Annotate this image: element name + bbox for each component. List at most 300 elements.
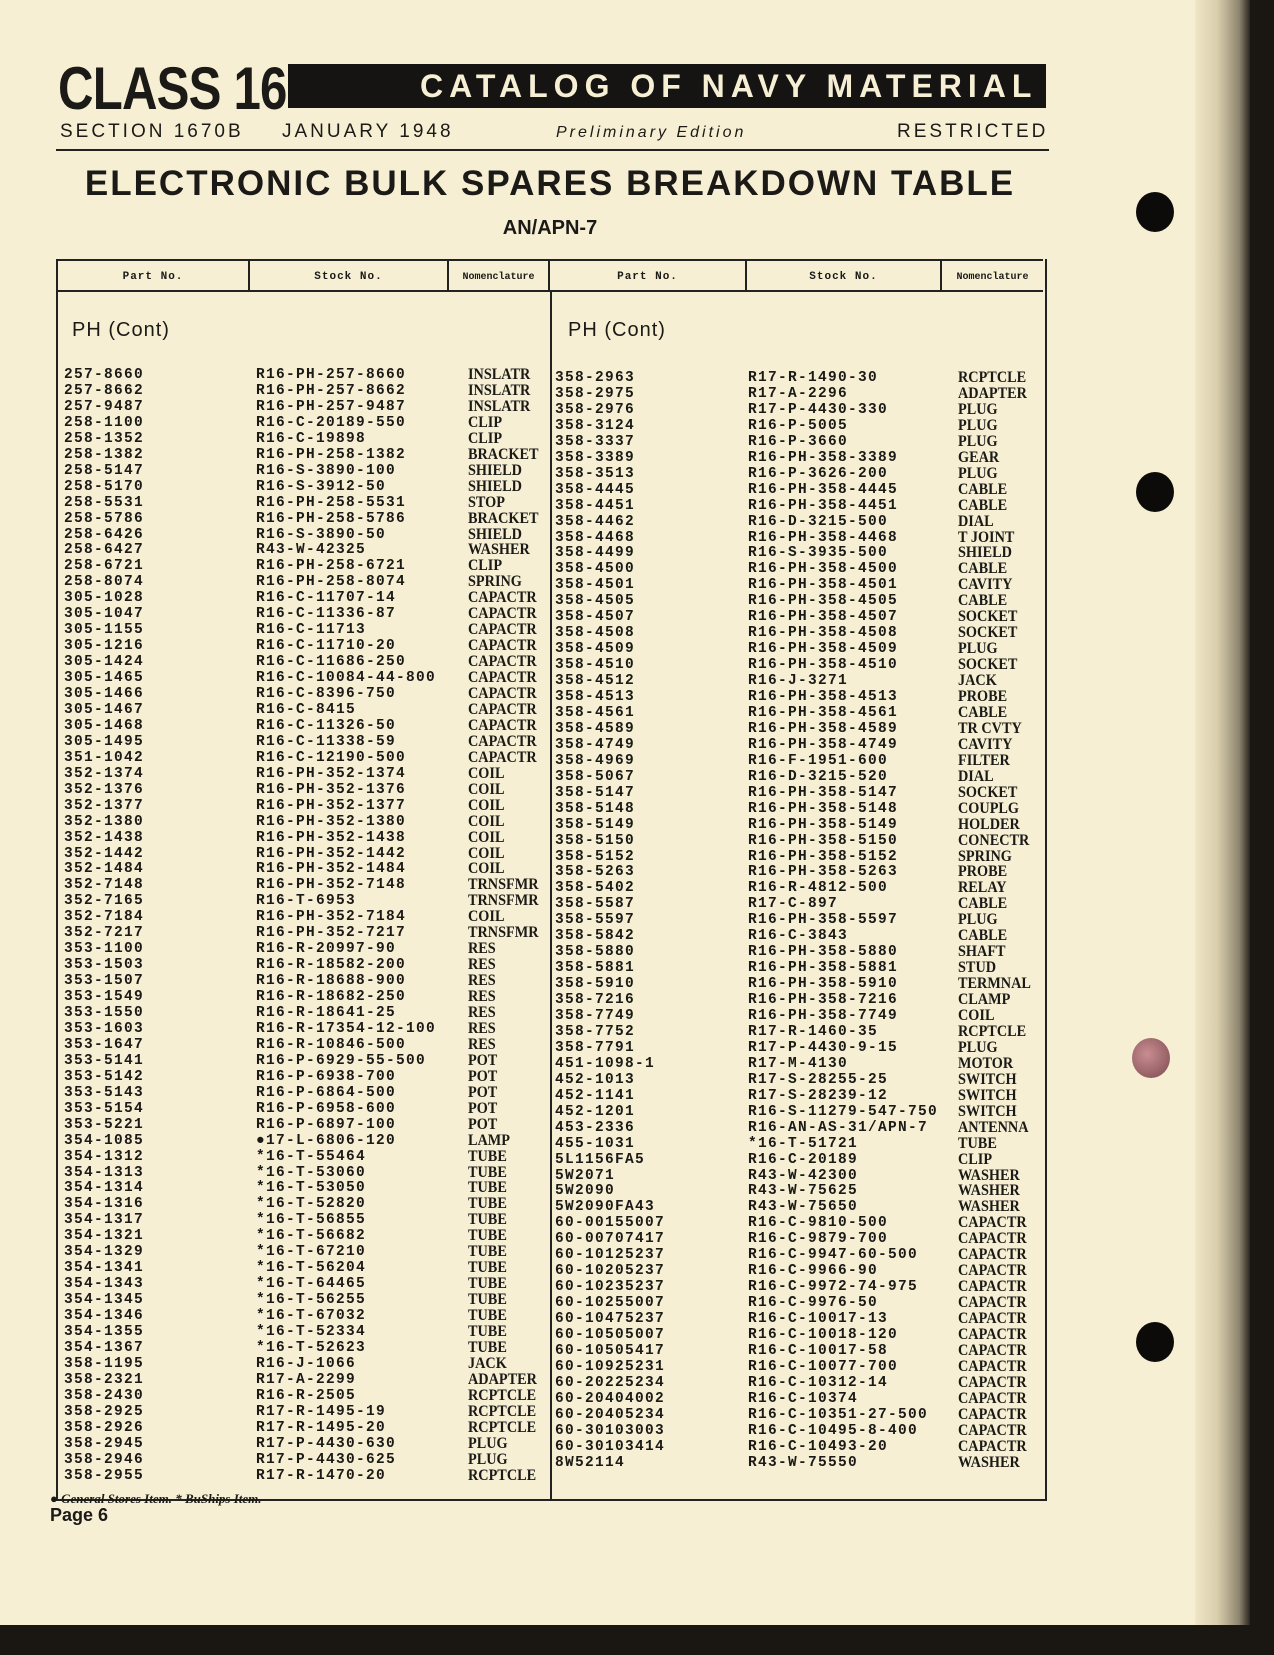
nomenclature: CAPACTR [958,1262,1027,1280]
stock-number: R16-C-19898 [256,430,367,447]
part-number: 352-1374 [64,765,145,782]
edition-label: Preliminary Edition [556,124,747,141]
binder-hole [1136,472,1174,512]
part-number: 358-4969 [555,752,636,769]
nomenclature: T JOINT [958,528,1015,546]
date-label: JANUARY 1948 [282,121,454,142]
part-number: 353-1603 [64,1020,145,1037]
stock-number: R17-A-2296 [748,385,849,402]
stock-number: R16-C-10018-120 [748,1327,899,1343]
part-number: 60-10925231 [555,1358,666,1375]
stock-number: R16-PH-258-6721 [256,558,407,575]
stock-number: R16-C-9879-700 [748,1231,889,1248]
part-number: 358-2925 [64,1403,145,1420]
stock-number: R16-PH-358-4468 [748,529,899,546]
part-number: 358-4451 [555,497,636,514]
nomenclature: COIL [468,812,505,830]
nomenclature: COIL [468,860,505,878]
part-number: 358-3337 [555,433,636,450]
nomenclature: TUBE [468,1323,507,1340]
stock-number: R16-PH-358-5149 [748,816,899,833]
part-number: 353-1550 [64,1005,145,1021]
nomenclature: ADAPTER [958,384,1027,402]
nomenclature: CABLE [958,895,1008,913]
nomenclature: PROBE [958,863,1008,881]
part-number: 358-7216 [555,992,636,1009]
nomenclature: COIL [468,780,505,798]
nomenclature: CLIP [468,413,503,431]
part-number: 358-5402 [555,880,636,897]
nomenclature: TUBE [468,1163,507,1181]
stock-number: *16-T-53050 [256,1180,367,1197]
part-number: 358-3389 [555,449,636,466]
stock-number: R17-S-28239-12 [748,1087,889,1104]
stock-number: R16-J-3271 [748,673,849,690]
stock-number: R17-P-4430-9-15 [748,1039,899,1056]
part-number: 258-5147 [64,462,145,479]
part-number: 352-1442 [64,845,145,862]
part-number: 258-8074 [64,574,145,591]
col-header-nom-left: Nomenclature [449,259,550,292]
part-number: 60-00707417 [555,1231,666,1248]
stock-number: R17-R-1490-30 [748,370,879,386]
part-number: 352-7217 [64,925,145,942]
stock-number: R16-PH-358-7749 [748,1008,899,1024]
part-number: 354-1367 [64,1339,145,1356]
part-number: 358-2946 [64,1451,145,1468]
nomenclature: TUBE [468,1275,507,1293]
part-number: 305-1467 [64,701,145,718]
stock-number: *16-T-52623 [256,1339,367,1356]
part-number: 354-1312 [64,1148,145,1165]
nomenclature: WASHER [958,1166,1020,1184]
nomenclature: CAPACTR [958,1341,1027,1359]
nomenclature: TUBE [958,1134,997,1152]
stock-number: R16-T-6953 [256,893,357,910]
part-number: 258-5531 [64,494,145,511]
part-number: 351-1042 [64,749,145,766]
nomenclature: CAPACTR [958,1246,1027,1264]
nomenclature: PLUG [958,1038,998,1056]
part-number: 358-4749 [555,736,636,753]
stock-number: R16-C-8415 [256,701,357,718]
part-number: 353-5143 [64,1084,145,1101]
stock-number: R16-C-10312-14 [748,1374,889,1391]
nomenclature: PLUG [958,400,998,418]
nomenclature: SHAFT [958,943,1006,961]
stock-number: R16-C-10351-27-500 [748,1406,929,1423]
stock-number: *16-T-67032 [256,1308,367,1325]
stock-number: R16-PH-358-5910 [748,976,899,993]
stock-number: R16-PH-358-4505 [748,593,899,610]
part-number: 352-7148 [64,877,145,894]
part-number: 358-4462 [555,513,636,530]
part-number: 353-1549 [64,989,145,1006]
part-number: 354-1345 [64,1292,145,1309]
nomenclature: PLUG [958,640,998,658]
nomenclature: POT [468,1099,498,1117]
stock-number: R43-W-75550 [748,1454,859,1471]
model-label: AN/APN-7 [502,217,598,239]
part-number: 358-3124 [555,417,636,434]
nomenclature: TUBE [468,1307,507,1325]
part-number: 60-30103414 [555,1438,666,1455]
stock-number: R16-P-6938-700 [256,1068,397,1085]
stock-number: R16-C-8396-750 [256,686,397,702]
stock-number: R16-AN-AS-31/APN-7 [748,1119,929,1136]
nomenclature: GEAR [958,448,1000,466]
stock-number: R16-R-17354-12-100 [256,1020,437,1037]
part-number: 358-4505 [555,593,636,610]
part-number: 358-4507 [555,609,636,626]
part-number: 352-1484 [64,861,145,878]
part-number: 353-1503 [64,957,145,974]
binder-hole [1136,1322,1174,1362]
page-number: Page 6 [50,1505,109,1525]
part-number: 451-1098-1 [555,1055,656,1072]
stock-number: R16-C-10017-58 [748,1342,889,1359]
stock-number: R16-D-3215-520 [748,768,889,785]
part-number: 352-1377 [64,797,145,814]
nomenclature: RES [468,940,496,958]
part-number: 358-4512 [555,673,636,690]
nomenclature: SHIELD [468,525,522,543]
part-number: 352-7184 [64,909,145,926]
part-number: 453-2336 [555,1119,636,1136]
stock-number: R16-PH-352-1380 [256,813,407,830]
stock-number: R17-S-28255-25 [748,1071,889,1088]
part-number: 305-1028 [64,590,145,607]
nomenclature: CAPACTR [958,1389,1027,1407]
stock-number: R16-J-1066 [256,1355,357,1372]
stock-number: R17-R-1495-19 [256,1403,387,1420]
nomenclature: TUBE [468,1195,507,1213]
nomenclature: CAPACTR [468,732,537,750]
stock-number: *16-T-56204 [256,1260,367,1277]
stock-number: R16-R-18641-25 [256,1005,397,1021]
part-number: 60-10475237 [555,1311,666,1328]
stock-number: R16-S-3890-100 [256,462,397,479]
stock-number: R16-PH-352-7217 [256,925,407,942]
stock-number: R16-R-2505 [256,1387,357,1404]
part-number: 358-5148 [555,800,636,817]
stock-number: R16-PH-358-4561 [748,704,899,721]
nomenclature: CAPACTR [468,716,537,734]
nomenclature: BRACKET [468,509,539,527]
part-number: 358-5881 [555,960,636,977]
nomenclature: COIL [468,796,505,814]
part-number: 60-10505007 [555,1327,666,1343]
stock-number: R16-PH-358-5147 [748,784,899,801]
part-number: 258-6721 [64,558,145,575]
nomenclature: CAPACTR [468,637,537,655]
stock-number: R16-C-11710-20 [256,638,397,655]
nomenclature: WASHER [958,1453,1020,1471]
nomenclature: CONECTR [958,831,1030,849]
stock-number: R16-PH-358-4508 [748,625,899,642]
part-number: 353-5154 [64,1100,145,1117]
stock-number: R16-C-12190-500 [256,749,407,766]
part-number: 353-5141 [64,1052,145,1069]
stock-number: R16-PH-258-8074 [256,574,407,591]
part-number: 358-4468 [555,529,636,546]
nomenclature: CAPACTR [468,700,537,718]
stock-number: R16-P-3660 [748,433,849,450]
part-number: 358-4509 [555,641,636,658]
nomenclature: RCPTCLE [468,1386,537,1404]
nomenclature: CABLE [958,927,1008,945]
nomenclature: TRNSFMR [468,892,539,910]
part-number: 358-5067 [555,768,636,785]
stock-number: R16-P-5005 [748,417,849,434]
nomenclature: POT [468,1067,498,1085]
part-number: 354-1343 [64,1276,145,1293]
nomenclature: PLUG [958,432,998,450]
nomenclature: TUBE [468,1243,507,1261]
nomenclature: INSLATR [468,397,531,415]
part-number: 258-6426 [64,526,145,543]
stock-number: R16-R-4812-500 [748,880,889,897]
nomenclature: CABLE [958,703,1008,721]
stock-number: R17-R-1495-20 [256,1419,387,1436]
nomenclature: SPRING [958,847,1012,865]
stock-number: R17-R-1470-20 [256,1467,387,1484]
stock-number: R16-PH-352-1377 [256,797,407,814]
stock-number: R16-PH-352-1374 [256,765,407,782]
nomenclature: CABLE [958,480,1008,498]
nomenclature: HOLDER [958,815,1020,833]
stock-number: R16-PH-358-5880 [748,944,899,961]
nomenclature: RCPTCLE [958,369,1027,386]
part-number: 258-1100 [64,414,145,431]
nomenclature: CLIP [958,1150,993,1168]
stock-number: R16-PH-358-5597 [748,912,899,929]
footnote: ● General Stores Item. * BuShips Item. [50,1491,262,1506]
stock-number: R16-PH-258-5786 [256,510,407,527]
stock-number: R16-C-3843 [748,928,849,945]
nomenclature: CAPACTR [468,748,537,766]
part-number: 358-4500 [555,561,636,578]
nomenclature: BRACKET [468,445,539,463]
stock-number: R16-PH-358-4509 [748,641,899,658]
stock-number: R16-PH-358-5263 [748,864,899,881]
nomenclature: TR CVTY [958,719,1022,737]
stock-number: *16-T-55464 [256,1148,367,1165]
part-number: 257-9487 [64,398,145,415]
stock-number: R16-PH-352-1376 [256,781,407,798]
nomenclature: SOCKET [958,608,1018,626]
stock-number: *16-T-64465 [256,1276,367,1293]
header-rule [56,149,1049,151]
part-number: 60-10205237 [555,1263,666,1280]
part-number: 8W52114 [555,1454,626,1471]
stock-number: R17-P-4430-625 [256,1451,397,1468]
stock-number: R16-C-9810-500 [748,1215,889,1232]
nomenclature: TUBE [468,1211,507,1229]
part-number: 358-4561 [555,704,636,721]
nomenclature: COIL [468,828,505,846]
nomenclature: COUPLG [958,799,1020,817]
stock-number: R16-P-6958-600 [256,1100,397,1117]
part-number: 358-1195 [64,1355,145,1372]
nomenclature: SOCKET [958,783,1018,801]
stock-number: ●17-L-6806-120 [256,1132,397,1149]
part-number: 305-1155 [64,622,145,639]
nomenclature: COIL [468,764,505,782]
stock-number: R17-C-897 [748,896,839,913]
stock-number: R16-PH-352-1438 [256,829,407,846]
nomenclature: PLUG [468,1434,508,1452]
nomenclature: RES [468,1035,496,1053]
col-header-nom-right: Nomenclature [942,259,1043,292]
stock-number: R16-C-10493-20 [748,1438,889,1455]
stock-number: R16-C-20189-550 [256,414,407,431]
part-number: 358-2430 [64,1387,145,1404]
part-number: 358-3513 [555,465,636,482]
stock-number: R16-P-3626-200 [748,465,889,482]
nomenclature: CAPACTR [468,685,537,702]
nomenclature: CAPACTR [468,589,537,607]
section-heading-left: PH (Cont) [72,319,170,341]
stock-number: R16-S-11279-547-750 [748,1103,939,1120]
stock-number: R16-PH-358-4510 [748,657,899,674]
part-number: 353-1100 [64,941,145,958]
stock-number: R16-PH-257-9487 [256,398,407,415]
part-number: 358-5149 [555,816,636,833]
nomenclature: TRNSFMR [468,876,539,894]
stock-number: R16-PH-352-7184 [256,909,407,926]
stock-number: R43-W-42325 [256,542,367,559]
part-number: 358-2975 [555,385,636,402]
part-number: 258-6427 [64,542,145,559]
stock-number: R16-C-10017-13 [748,1311,889,1328]
nomenclature: RCPTCLE [958,1022,1027,1040]
nomenclature: CAPACTR [958,1230,1027,1248]
part-number: 354-1329 [64,1244,145,1261]
nomenclature: SHIELD [468,477,522,495]
nomenclature: MOTOR [958,1054,1014,1072]
part-number: 354-1346 [64,1308,145,1325]
part-number: 352-1376 [64,781,145,798]
part-number: 60-20404002 [555,1390,666,1407]
nomenclature: PLUG [958,464,998,482]
stock-number: R16-PH-258-1382 [256,446,407,463]
stock-number: R16-C-9947-60-500 [748,1247,919,1264]
nomenclature: CAPACTR [468,669,537,687]
part-number: 258-1352 [64,430,145,447]
stock-number: R16-S-3912-50 [256,478,387,495]
nomenclature: PROBE [958,688,1008,705]
part-number: 358-7791 [555,1039,636,1056]
stock-number: R16-PH-358-4749 [748,736,899,753]
nomenclature: CAPACTR [958,1437,1027,1455]
stock-number: R16-P-6929-55-500 [256,1052,427,1069]
stock-number: R16-S-3935-500 [748,545,889,562]
stock-number: R16-PH-352-1442 [256,845,407,862]
nomenclature: COIL [958,1007,995,1024]
stock-number: R16-R-20997-90 [256,941,397,958]
stock-number: *16-T-53060 [256,1164,367,1181]
nomenclature: TUBE [468,1227,507,1245]
stock-number: R16-PH-352-7148 [256,877,407,894]
stock-number: *16-T-52820 [256,1196,367,1213]
part-number: 358-5587 [555,896,636,913]
stock-number: R16-PH-358-4589 [748,720,899,737]
nomenclature: RCPTCLE [468,1402,537,1420]
nomenclature: RES [468,972,496,990]
stock-number: R16-C-11686-250 [256,654,407,671]
part-number: 258-1382 [64,446,145,463]
part-number: 305-1047 [64,606,145,623]
nomenclature: ANTENNA [958,1118,1029,1136]
stock-number: R16-C-11713 [256,622,367,639]
part-number: 305-1495 [64,733,145,750]
stock-number: R16-PH-358-5152 [748,848,899,865]
nomenclature: CAPACTR [958,1373,1027,1391]
part-number: 358-5263 [555,864,636,881]
stock-number: R16-S-3890-50 [256,526,387,543]
nomenclature: TRNSFMR [468,924,539,942]
stock-number: R16-PH-352-1484 [256,861,407,878]
nomenclature: DIAL [958,767,994,785]
part-number: 358-5910 [555,976,636,993]
nomenclature: COIL [468,908,505,926]
nomenclature: STUD [958,959,997,977]
part-number: 305-1424 [64,654,145,671]
nomenclature: RES [468,1004,496,1021]
part-number: 60-00155007 [555,1215,666,1232]
stock-number: R17-P-4430-330 [748,401,889,418]
part-number: 258-5786 [64,510,145,527]
stock-number: R16-PH-358-4501 [748,577,899,594]
part-number: 352-1380 [64,813,145,830]
part-number: 353-1507 [64,973,145,990]
part-number: 358-7752 [555,1023,636,1040]
stock-number: R16-C-11336-87 [256,606,397,623]
part-number: 452-1141 [555,1087,636,1104]
part-number: 358-5880 [555,944,636,961]
stock-number: R16-C-9976-50 [748,1295,879,1312]
catalog-banner: CATALOG OF NAVY MATERIAL [288,64,1046,108]
nomenclature: SWITCH [958,1070,1017,1088]
part-number: 358-2926 [64,1419,145,1436]
classification-label: RESTRICTED [897,121,1049,142]
stock-number: *16-T-52334 [256,1324,367,1340]
col-header-stock-left: Stock No. [250,259,449,292]
nomenclature: STOP [468,493,505,511]
stock-number: R16-PH-358-4451 [748,497,899,514]
nomenclature: DIAL [958,512,994,530]
nomenclature: CAPACTR [958,1310,1027,1328]
part-number: 358-2976 [555,401,636,418]
stock-number: R16-PH-358-5148 [748,800,899,817]
part-number: 358-5597 [555,912,636,929]
nomenclature: CLIP [468,557,503,575]
part-number: 257-8660 [64,367,145,383]
part-number: 358-7749 [555,1008,636,1024]
binder-hole [1132,1038,1170,1078]
stock-number: R16-C-11326-50 [256,717,397,734]
part-number: 60-30103003 [555,1422,666,1439]
part-number: 353-5142 [64,1068,145,1085]
stock-number: R16-PH-358-5881 [748,960,899,977]
nomenclature: TUBE [468,1147,507,1165]
part-number: 305-1468 [64,717,145,734]
stock-number: R16-PH-358-5150 [748,832,899,849]
stock-number: R16-PH-358-4513 [748,689,899,705]
nomenclature: WASHER [958,1198,1020,1216]
part-number: 60-10255007 [555,1295,666,1312]
